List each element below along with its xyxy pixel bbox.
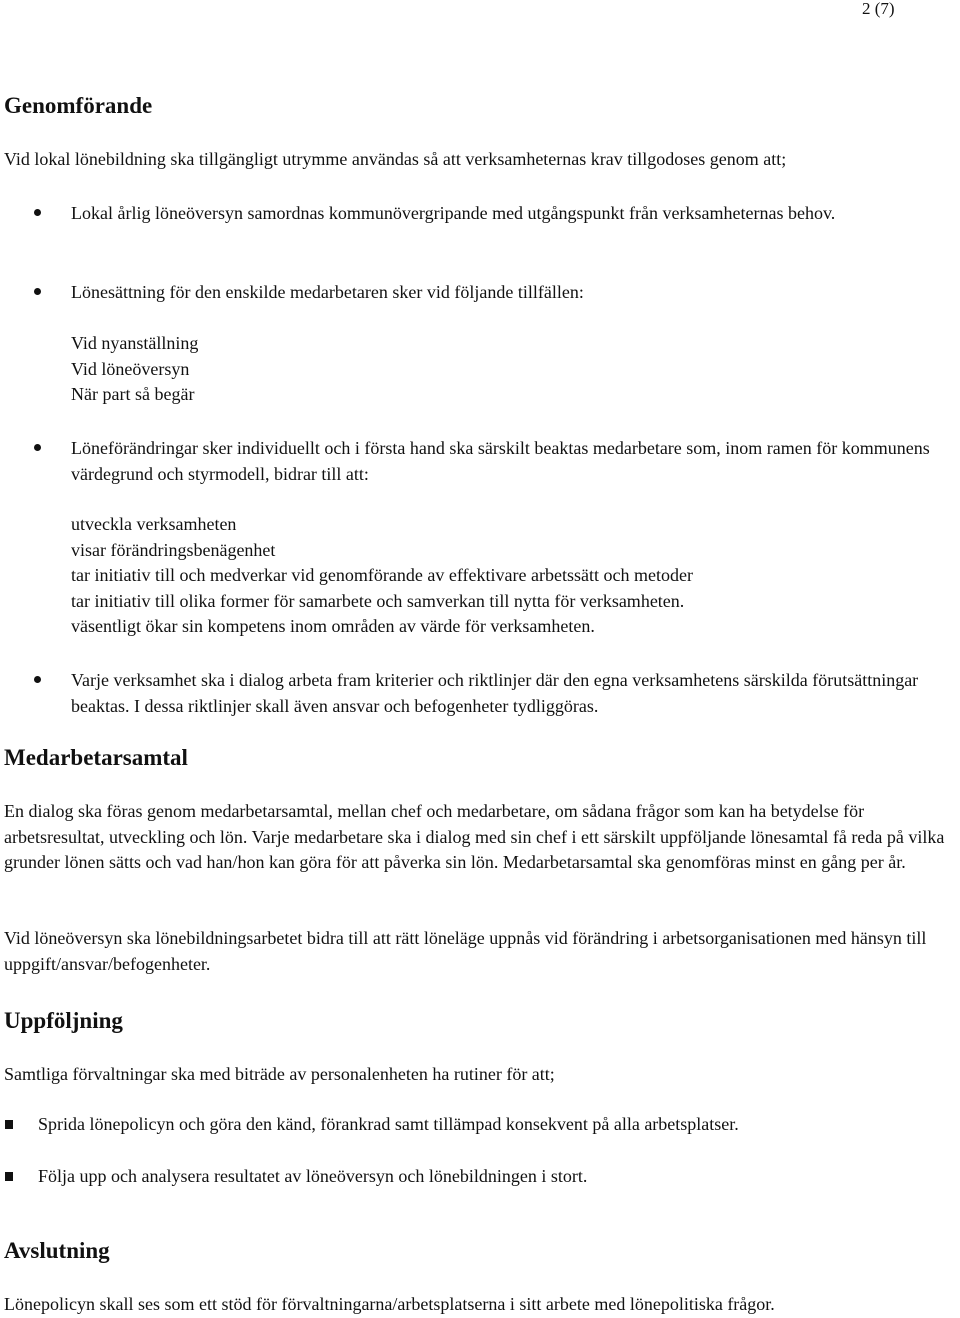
section-title-avslutning: Avslutning	[4, 1238, 110, 1263]
page-number: 2 (7)	[862, 0, 895, 18]
criteria-list	[71, 512, 931, 640]
bullet-item-varje-verksamhet: Varje verksamhet ska i dialog arbeta fram kriterier och riktlinjer där den egna verksamhetens särskilda förutsättningar beaktas. I dessa riktlinjer skall även ansvar och befogenheter tydliggöras.	[71, 670, 919, 716]
section-title-uppfoljning: Uppföljning	[4, 1008, 123, 1033]
square-bullet-icon	[5, 1172, 13, 1181]
bullet-item-lonesattning: Lönesättning för den enskilde medarbetaren sker vid följande tillfällen:	[71, 282, 584, 302]
occasion-item: Vid nyanställning	[71, 333, 199, 353]
bullet-item-arlig-loneoversyn: Lokal årlig löneöversyn samordnas kommunövergripande med utgångspunkt från verksamheternas behov.	[71, 203, 836, 223]
bullet-icon	[34, 209, 41, 216]
occasion-list	[71, 331, 931, 408]
criteria-item: väsentligt ökar sin kompetens inom områden av värde för verksamheten.	[71, 616, 595, 636]
occasion-item: När part så begär	[71, 384, 195, 404]
bullet-icon	[34, 444, 41, 451]
genomforande-intro: Vid lokal lönebildning ska tillgängligt utrymme användas så att verksamheternas krav tillgodoses genom att;	[4, 149, 787, 169]
avslutning-text: Lönepolicyn skall ses som ett stöd för förvaltningarna/arbetsplatserna i sitt arbete med lönepolitiska frågor.	[4, 1294, 775, 1314]
criteria-item: tar initiativ till olika former för samarbete och samverkan till nytta för verksamheten.	[71, 590, 685, 611]
criteria-item: tar initiativ till och medverkar vid genomförande av effektivare arbetssätt och metoder	[71, 565, 693, 585]
medarbetarsamtal-paragraph: En dialog ska föras genom medarbetarsamtal, mellan chef och medarbetare, om sådana frågor som kan ha betydelse för arbetsresultat, utveckling och lön. Varje medarbetare ska i dialog med sin chef i ett särskilt uppföljande lönesamtal få reda på vilka grunder lönen sätts och vad han/hon kan göra för att påverka sin lön. Medarbetarsamtal ska genomföras minst en gång per år.	[4, 801, 945, 872]
criteria-item: utveckla verksamheten	[71, 514, 237, 534]
section-title-medarbetarsamtal: Medarbetarsamtal	[4, 745, 188, 770]
loneoversyn-paragraph: Vid löneöversyn ska lönebildningsarbetet bidra till att rätt löneläge uppnås vid förändring i arbetsorganisationen med hänsyn till uppgift/ansvar/befogenheter.	[4, 928, 927, 974]
uppfoljning-intro: Samtliga förvaltningar ska med biträde av personalenheten ha rutiner för att;	[4, 1064, 555, 1084]
occasion-item: Vid löneöversyn	[71, 358, 190, 379]
bullet-icon	[34, 676, 41, 683]
square-bullet-icon	[5, 1120, 13, 1129]
bullet-icon	[34, 288, 41, 295]
uppfoljning-item: Följa upp och analysera resultatet av löneöversyn och lönebildningen i stort.	[38, 1166, 588, 1186]
criteria-item: visar förändringsbenägenhet	[71, 539, 276, 560]
uppfoljning-item: Sprida lönepolicyn och göra den känd, förankrad samt tillämpad konsekvent på alla arbetsplatser.	[38, 1114, 739, 1134]
bullet-item-loneforandringar: Löneförändringar sker individuellt och i första hand ska särskilt beaktas medarbetare som, inom ramen för kommunens värdegrund och styrmodell, bidrar till att:	[71, 438, 930, 484]
section-title-genomforande: Genomförande	[4, 93, 153, 118]
